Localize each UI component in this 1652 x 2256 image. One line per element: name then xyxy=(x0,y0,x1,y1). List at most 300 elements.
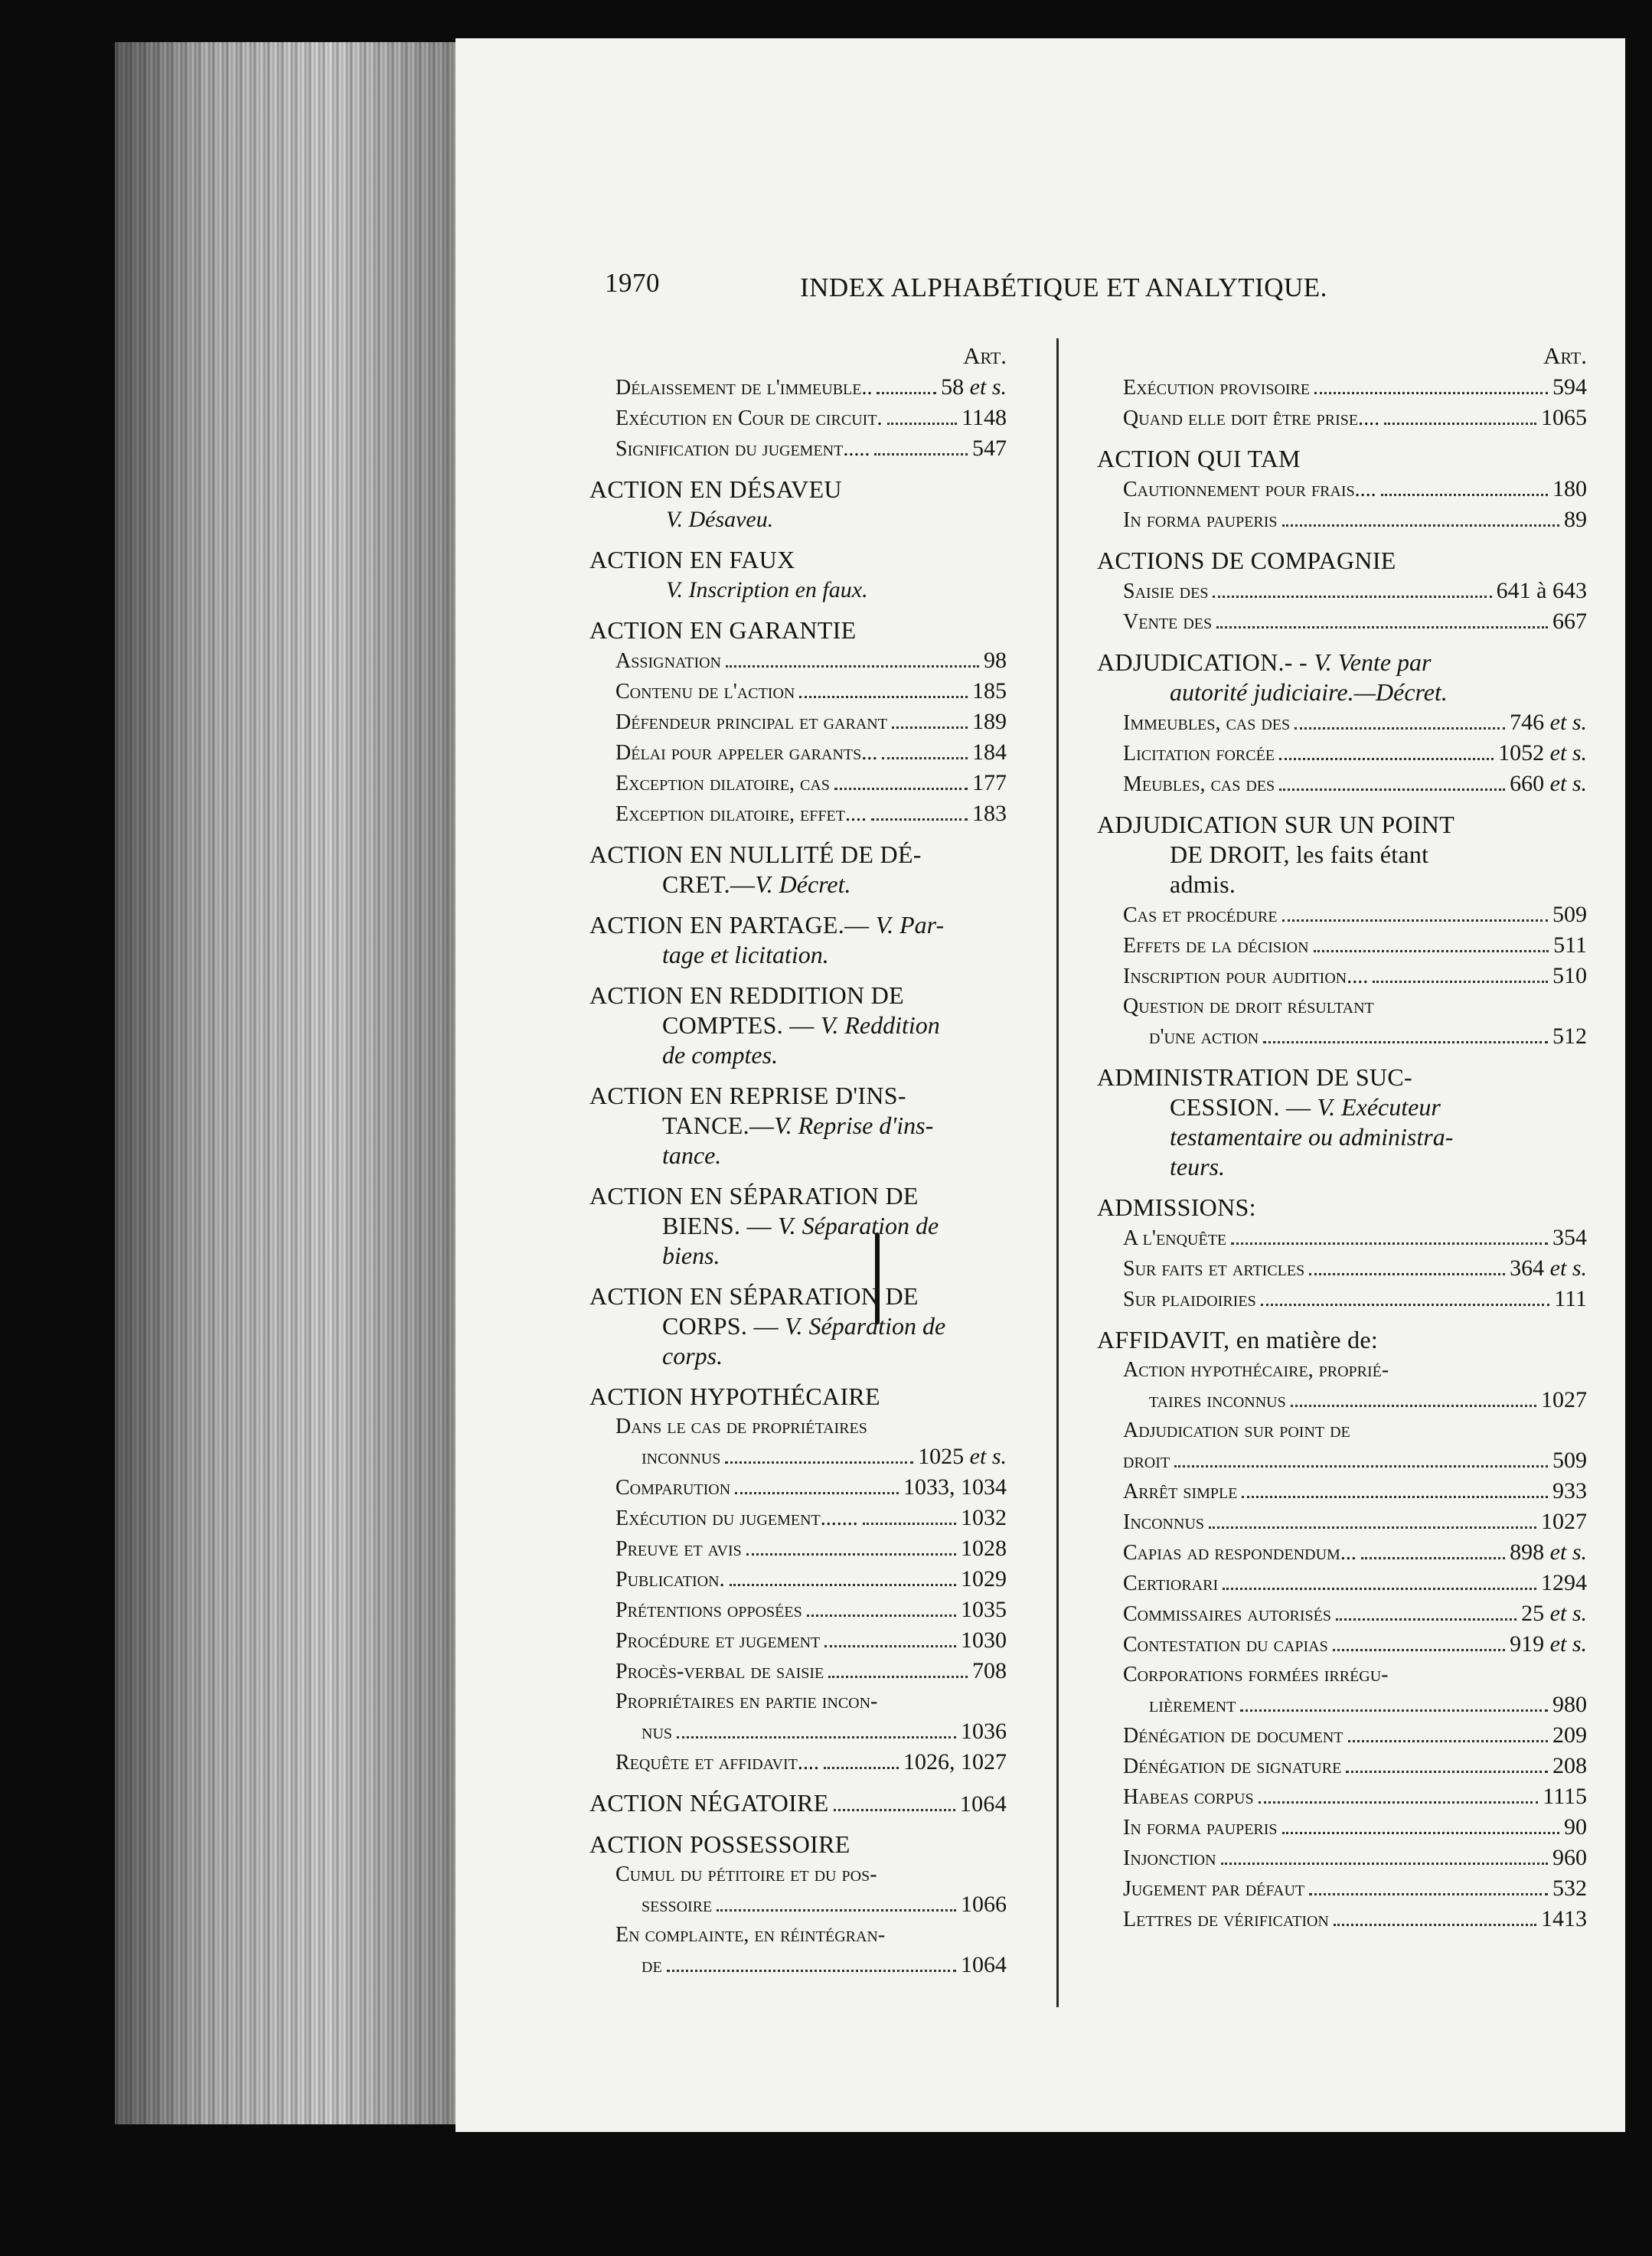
entry-number-value: 209 xyxy=(1552,1722,1587,1748)
entry-number xyxy=(1541,1568,1587,1598)
book-fore-edge-shadow xyxy=(115,42,475,2124)
entry-number xyxy=(1521,1598,1587,1628)
leader-dots xyxy=(726,665,979,668)
running-head xyxy=(455,268,1625,306)
cross-reference: V. Inscription en faux. xyxy=(666,577,868,602)
index-entry xyxy=(1097,1223,1587,1253)
art-label-right: Art. xyxy=(1543,342,1587,369)
index-entry xyxy=(589,372,1007,403)
entry-number xyxy=(961,1716,1007,1746)
entry-label: In forma pauperis xyxy=(1123,1816,1278,1840)
heading-line xyxy=(589,1181,1007,1211)
entry-number xyxy=(1564,504,1587,534)
entry-label: Dénégation de signature xyxy=(1123,1755,1342,1778)
index-entry xyxy=(589,737,1007,768)
index-entry xyxy=(1097,1812,1587,1843)
leader-dots xyxy=(1216,626,1548,628)
entry-label-line1: Dans le cas de propriétaires xyxy=(615,1415,867,1438)
heading-text: ACTIONS DE COMPAGNIE xyxy=(1097,547,1396,574)
entry-number-value: 919 xyxy=(1510,1631,1545,1657)
heading-cont2: testamentaire ou administra- xyxy=(1170,1123,1454,1151)
entry-number-value: 189 xyxy=(972,709,1007,734)
entry-label-line2: droit xyxy=(1123,1449,1170,1473)
leader-dots xyxy=(1261,1304,1550,1306)
entry-number-value: 1064 xyxy=(961,1952,1007,1977)
entry-number-value: 532 xyxy=(1552,1876,1587,1901)
leader-dots xyxy=(1333,1649,1505,1651)
heading-line xyxy=(589,1281,1007,1311)
entry-number-value: 510 xyxy=(1552,963,1587,988)
index-entry xyxy=(1097,1537,1587,1568)
heading-text: ACTION EN NULLITÉ DE DÉ- xyxy=(589,841,922,868)
entry-number-value: 509 xyxy=(1552,902,1587,927)
leader-dots xyxy=(1295,727,1505,730)
entry-label: A l'enquête xyxy=(1123,1226,1227,1250)
heading-line xyxy=(589,840,1007,870)
index-entry xyxy=(589,1656,1007,1686)
entry-number-value: 641 à 643 xyxy=(1496,578,1587,603)
entry-label-line2-row xyxy=(615,1950,1007,1980)
index-heading xyxy=(589,615,1007,645)
entry-number-value: 509 xyxy=(1552,1448,1587,1473)
index-heading xyxy=(589,1181,1007,1271)
entry-number xyxy=(961,1533,1007,1563)
index-entry xyxy=(1097,504,1587,535)
heading-cont2: corps. xyxy=(662,1342,723,1370)
entry-label: Exception dilatoire, cas xyxy=(615,772,830,795)
entry-label-line2-row xyxy=(1123,1690,1587,1720)
entry-number xyxy=(1510,707,1587,737)
entry-number xyxy=(1541,1507,1587,1536)
index-entry xyxy=(1097,1904,1587,1934)
heading-line xyxy=(1097,1193,1587,1223)
entry-label-line2-row xyxy=(1123,1021,1587,1052)
heading-cont-text: DE DROIT, xyxy=(1170,841,1290,868)
entry-number xyxy=(1552,474,1587,504)
entry-number xyxy=(972,676,1007,706)
heading-crossref: V. Exécuteur xyxy=(1317,1093,1441,1121)
entry-number-value: 1065 xyxy=(1541,405,1587,430)
entry-label: Meubles, cas des xyxy=(1123,772,1275,796)
entry-number xyxy=(1543,1781,1587,1811)
index-entry xyxy=(1097,474,1587,504)
entry-number xyxy=(903,1747,1007,1777)
entry-number-value: 1035 xyxy=(961,1597,1007,1622)
entry-label: Procédure et jugement xyxy=(615,1629,821,1653)
heading-crossref: V. Reprise d'ins- xyxy=(774,1112,934,1139)
entry-label-line1: Propriétaires en partie incon- xyxy=(615,1690,878,1713)
entry-label: Assignation xyxy=(615,649,722,673)
leader-dots xyxy=(807,1614,956,1617)
entry-label-line2-row xyxy=(1123,1445,1587,1476)
entry-label: Défendeur principal et garant xyxy=(615,710,887,734)
heading-line xyxy=(589,1382,1007,1412)
left-column xyxy=(589,341,1007,1980)
leader-dots xyxy=(1209,1526,1536,1529)
right-column-body xyxy=(1097,372,1587,1934)
entry-number-value: 667 xyxy=(1552,609,1587,634)
entry-label: In forma pauperis xyxy=(1123,508,1278,532)
leader-dots xyxy=(1314,950,1549,952)
entry-number xyxy=(961,1950,1007,1980)
heading-crossref: V. Décret. xyxy=(755,870,851,898)
heading-line xyxy=(589,1830,1007,1859)
heading-text: ACTION EN REDDITION DE xyxy=(589,981,904,1009)
heading-cont3: teurs. xyxy=(1170,1153,1225,1180)
heading-text: ACTION EN SÉPARATION DE xyxy=(589,1282,919,1310)
entry-number xyxy=(961,1595,1007,1624)
entry-number-suffix: et s. xyxy=(969,374,1007,400)
leader-dots xyxy=(892,726,968,729)
entry-label: Exception dilatoire, effet.... xyxy=(615,802,867,826)
heading-continuation xyxy=(589,1241,1007,1271)
leader-dots xyxy=(1348,1740,1548,1742)
index-heading xyxy=(589,981,1007,1070)
leader-dots xyxy=(1334,1924,1536,1926)
entry-label-line1: Corporations formées irrégu- xyxy=(1123,1663,1389,1686)
heading-cont-text: BIENS. — xyxy=(662,1212,779,1239)
entry-number-value: 1030 xyxy=(961,1628,1007,1653)
index-entry xyxy=(589,1503,1007,1533)
entry-label: Publication. xyxy=(615,1568,725,1592)
index-entry xyxy=(1097,961,1587,991)
leader-dots xyxy=(1213,596,1491,598)
entry-number-suffix: et s. xyxy=(1549,1631,1587,1657)
index-entry xyxy=(589,676,1007,707)
entry-label: Habeas corpus xyxy=(1123,1785,1254,1809)
entry-number xyxy=(918,1441,1007,1471)
leader-dots xyxy=(1221,1863,1548,1865)
heading-line xyxy=(589,545,1007,575)
entry-number xyxy=(1553,930,1587,960)
index-heading xyxy=(589,1382,1007,1412)
index-entry xyxy=(1097,606,1587,637)
leader-dots xyxy=(877,392,936,394)
index-entry xyxy=(589,1595,1007,1625)
right-column xyxy=(1097,341,1587,1934)
leader-dots xyxy=(746,1553,956,1556)
leader-dots xyxy=(1282,919,1548,922)
leader-dots xyxy=(1259,1801,1539,1804)
entry-number xyxy=(1552,1720,1587,1750)
entry-number-value: 898 xyxy=(1510,1539,1545,1565)
index-heading xyxy=(1097,546,1587,576)
index-entry xyxy=(589,433,1007,464)
leader-dots xyxy=(1346,1771,1548,1773)
entry-label-line2: inconnus xyxy=(642,1445,721,1469)
entry-label: Injonction xyxy=(1123,1846,1216,1870)
entry-number xyxy=(1552,1445,1587,1475)
index-entry xyxy=(589,1564,1007,1595)
entry-label: Requête et affidavit.... xyxy=(615,1751,819,1774)
leader-dots xyxy=(874,453,968,455)
entry-number xyxy=(1510,1629,1587,1659)
entry-number-suffix: et s. xyxy=(1549,1601,1587,1626)
entry-number-value: 1294 xyxy=(1541,1570,1587,1595)
leader-dots xyxy=(1279,788,1505,791)
index-entry xyxy=(1097,738,1587,769)
entry-label-line2: nus xyxy=(642,1720,673,1744)
entry-label-line2-row xyxy=(615,1441,1007,1472)
entry-number-value: 184 xyxy=(972,739,1007,765)
entry-label: Licitation forcée xyxy=(1123,742,1275,766)
heading-continuation xyxy=(1097,870,1587,899)
entry-number xyxy=(903,1472,1007,1502)
entry-number xyxy=(1510,1537,1587,1567)
index-entry xyxy=(1097,1253,1587,1284)
entry-label: Inconnus xyxy=(1123,1510,1205,1534)
entry-number-suffix: et s. xyxy=(1549,771,1587,796)
heading-cont2: biens. xyxy=(662,1242,720,1269)
column-divider xyxy=(1056,338,1059,2007)
index-entry xyxy=(1097,576,1587,606)
entry-number xyxy=(1510,1253,1587,1283)
leader-dots xyxy=(1381,494,1548,496)
leader-dots xyxy=(1279,758,1494,760)
book-page xyxy=(455,38,1625,2132)
index-entry xyxy=(1097,1284,1587,1314)
entry-number-value: 1148 xyxy=(961,405,1007,430)
entry-label: Effets de la décision xyxy=(1123,934,1309,958)
entry-number-value: 708 xyxy=(972,1658,1007,1683)
entry-label: Jugement par défaut xyxy=(1123,1877,1305,1901)
heading-text: ACTION EN PARTAGE.— xyxy=(589,911,870,939)
entry-number-value: 364 xyxy=(1510,1255,1545,1281)
entry-number xyxy=(1552,1476,1587,1506)
leader-dots xyxy=(824,1767,899,1769)
entry-number-value: 1027 xyxy=(1541,1387,1587,1412)
cross-reference: V. Désaveu. xyxy=(666,507,774,532)
entry-number xyxy=(984,645,1007,675)
index-entry-multiline xyxy=(1097,1660,1587,1720)
entry-number xyxy=(941,372,1007,402)
index-heading xyxy=(1097,1325,1587,1355)
entry-label-line2: lièrement xyxy=(1149,1693,1236,1717)
entry-label-line1: Adjudication sur point de xyxy=(1123,1419,1350,1442)
heading-text: ADJUDICATION SUR UN POINT xyxy=(1097,811,1455,838)
leader-dots xyxy=(1291,1405,1536,1407)
entry-label: Cas et procédure xyxy=(1123,903,1278,927)
heading-text: ADMISSIONS: xyxy=(1097,1193,1256,1221)
index-entry-multiline xyxy=(1097,1415,1587,1476)
leader-dots xyxy=(735,1492,899,1494)
heading-line xyxy=(1097,648,1587,677)
index-heading xyxy=(589,840,1007,899)
leader-dots xyxy=(824,1645,956,1647)
entry-number-value: 25 xyxy=(1521,1601,1545,1626)
entry-number-value: 111 xyxy=(1554,1286,1587,1311)
entry-label-line2-row xyxy=(615,1889,1007,1920)
heading-crossref: V. Séparation de xyxy=(778,1212,939,1239)
entry-number xyxy=(1552,961,1587,991)
heading-line xyxy=(1097,1325,1587,1355)
entry-label-line2-row xyxy=(615,1716,1007,1747)
entry-label: Capias ad respondendum... xyxy=(1123,1541,1357,1565)
heading-text: ACTION EN FAUX xyxy=(589,546,795,573)
entry-label: Délaissement de l'immeuble.. xyxy=(615,376,873,400)
entry-number xyxy=(961,1625,1007,1655)
index-entry xyxy=(589,403,1007,433)
entry-label: Quand elle doit être prise.... xyxy=(1123,406,1380,430)
index-entry xyxy=(589,645,1007,676)
entry-number xyxy=(972,737,1007,767)
leader-dots xyxy=(887,423,958,425)
heading-cont2: tance. xyxy=(662,1141,722,1169)
entry-label: Inscription pour audition.... xyxy=(1123,965,1369,988)
leader-dots xyxy=(677,1736,956,1739)
heading-crossref: V. Reddition xyxy=(820,1011,940,1039)
heading-text: ADJUDICATION.- - xyxy=(1097,648,1308,676)
leader-dots xyxy=(882,757,968,759)
index-heading xyxy=(1097,1063,1587,1182)
entry-label-line1: Question de droit résultant xyxy=(1123,994,1374,1018)
heading-continuation xyxy=(1097,1092,1587,1122)
entry-label-line2: de xyxy=(642,1954,662,1977)
entry-number-value: 980 xyxy=(1552,1692,1587,1717)
entry-number-suffix: et s. xyxy=(1549,710,1587,735)
leader-dots xyxy=(1282,1832,1559,1834)
leader-dots xyxy=(1223,1588,1536,1590)
index-entry xyxy=(589,1533,1007,1564)
index-entry-multiline xyxy=(589,1920,1007,1980)
entry-number-suffix: et s. xyxy=(1549,740,1587,766)
entry-label: Commissaires autorisés xyxy=(1123,1602,1332,1626)
entry-label: Saisie des xyxy=(1123,580,1209,603)
index-heading xyxy=(589,1281,1007,1371)
leader-dots xyxy=(863,1523,956,1525)
index-heading xyxy=(589,475,1007,504)
heading-continuation xyxy=(589,1211,1007,1241)
index-entry xyxy=(1097,707,1587,738)
leader-dots xyxy=(1282,524,1559,527)
leader-dots xyxy=(1384,423,1536,425)
leader-dots xyxy=(1174,1465,1548,1468)
leader-dots xyxy=(717,1909,956,1912)
entry-label: Signification du jugement..... xyxy=(615,437,870,461)
entry-number-value: 177 xyxy=(972,770,1007,795)
heading-continuation xyxy=(1097,1122,1587,1152)
entry-number-value: 1052 xyxy=(1498,740,1545,766)
index-entry xyxy=(1097,1507,1587,1537)
entry-number xyxy=(972,1656,1007,1686)
leader-dots xyxy=(799,696,968,698)
entry-number xyxy=(1552,1843,1587,1872)
art-label-left: Art. xyxy=(963,342,1007,369)
heading-crossref: V. Séparation de xyxy=(785,1312,946,1340)
entry-label: Sur plaidoiries xyxy=(1123,1288,1256,1311)
entry-label-line2-row xyxy=(1123,1385,1587,1415)
entry-number-value: 933 xyxy=(1552,1478,1587,1503)
entry-number-value: 1413 xyxy=(1541,1906,1587,1931)
index-entry xyxy=(1097,403,1587,433)
heading-crossref: V. Par- xyxy=(875,911,945,939)
leader-dots xyxy=(834,1809,955,1811)
heading-continuation xyxy=(589,1141,1007,1170)
entry-number xyxy=(961,1889,1007,1919)
entry-label: Prétentions opposées xyxy=(615,1598,802,1622)
index-entry xyxy=(589,1747,1007,1778)
entry-number-value: 547 xyxy=(972,436,1007,461)
leader-dots xyxy=(1361,1557,1505,1559)
entry-number xyxy=(961,1503,1007,1533)
heading-line xyxy=(1097,1063,1587,1092)
entry-label: Immeubles, cas des xyxy=(1123,711,1291,735)
index-entry-multiline xyxy=(1097,1355,1587,1415)
heading-cont-text: CORPS. — xyxy=(662,1312,785,1340)
entry-number xyxy=(1498,738,1587,768)
entry-label: Comparution xyxy=(615,1476,731,1500)
index-entry xyxy=(1097,1629,1587,1660)
index-entry xyxy=(589,1625,1007,1656)
entry-number xyxy=(1552,372,1587,402)
entry-label: Sur faits et articles xyxy=(1123,1257,1305,1281)
heading-cont-rest: les faits étant xyxy=(1289,841,1429,868)
entry-number-value: 1115 xyxy=(1543,1784,1587,1809)
entry-number-value: 98 xyxy=(984,648,1007,673)
index-entry-multiline xyxy=(589,1859,1007,1920)
leader-dots xyxy=(834,788,968,790)
entry-number xyxy=(1552,1021,1587,1051)
entry-label: Vente des xyxy=(1123,610,1213,634)
leader-dots xyxy=(1373,981,1548,983)
heading-line xyxy=(589,1081,1007,1111)
heading-rest: en matière de: xyxy=(1229,1326,1379,1353)
entry-label: Preuve et avis xyxy=(615,1537,742,1561)
entry-number-value: 1026, 1027 xyxy=(903,1749,1007,1774)
heading-text: ACTION QUI TAM xyxy=(1097,445,1301,472)
entry-label-line1: Action hypothécaire, proprié- xyxy=(1123,1358,1389,1382)
heading-continuation xyxy=(589,870,1007,899)
entry-number-value: 208 xyxy=(1552,1753,1587,1778)
index-entry xyxy=(589,798,1007,829)
index-entry-multiline xyxy=(589,1686,1007,1747)
entry-number xyxy=(1541,1385,1587,1415)
leader-dots xyxy=(667,1970,956,1972)
entry-number-value: 960 xyxy=(1552,1845,1587,1870)
entry-number-value: 354 xyxy=(1552,1225,1587,1250)
entry-label: Exécution provisoire xyxy=(1123,376,1311,400)
leader-dots xyxy=(1231,1242,1548,1245)
entry-number-suffix: et s. xyxy=(969,1444,1007,1469)
index-entry xyxy=(1097,1598,1587,1629)
heading-cont-text: COMPTES. — xyxy=(662,1011,821,1039)
heading-cont2: admis. xyxy=(1170,870,1236,898)
entry-label: Exécution du jugement....... xyxy=(615,1507,858,1530)
entry-label: Délai pour appeler garants... xyxy=(615,741,878,765)
heading-text: ADMINISTRATION DE SUC- xyxy=(1097,1063,1412,1091)
entry-number xyxy=(1497,576,1587,606)
leader-dots xyxy=(1309,1893,1548,1895)
entry-number-value: 1025 xyxy=(918,1444,965,1469)
entry-number xyxy=(1552,1873,1587,1903)
index-heading xyxy=(1097,1193,1587,1223)
entry-number-value: 1032 xyxy=(961,1505,1007,1530)
entry-number xyxy=(1541,403,1587,433)
entry-number-value: 511 xyxy=(1553,932,1587,958)
entry-number-value: 183 xyxy=(972,801,1007,826)
leader-dots xyxy=(1263,1041,1548,1043)
entry-number-value: 512 xyxy=(1552,1024,1587,1049)
heading-text: ACTION HYPOTHÉCAIRE xyxy=(589,1383,880,1410)
entry-number-value: 1027 xyxy=(1541,1509,1587,1534)
heading-line xyxy=(589,910,1007,940)
entry-number xyxy=(1510,769,1587,798)
leader-dots xyxy=(1309,1273,1505,1275)
heading-crossref: V. Vente par xyxy=(1314,648,1432,676)
entry-number xyxy=(1564,1812,1587,1842)
index-entry xyxy=(589,768,1007,798)
heading-crossref: autorité judiciaire.—Décret. xyxy=(1170,678,1448,706)
